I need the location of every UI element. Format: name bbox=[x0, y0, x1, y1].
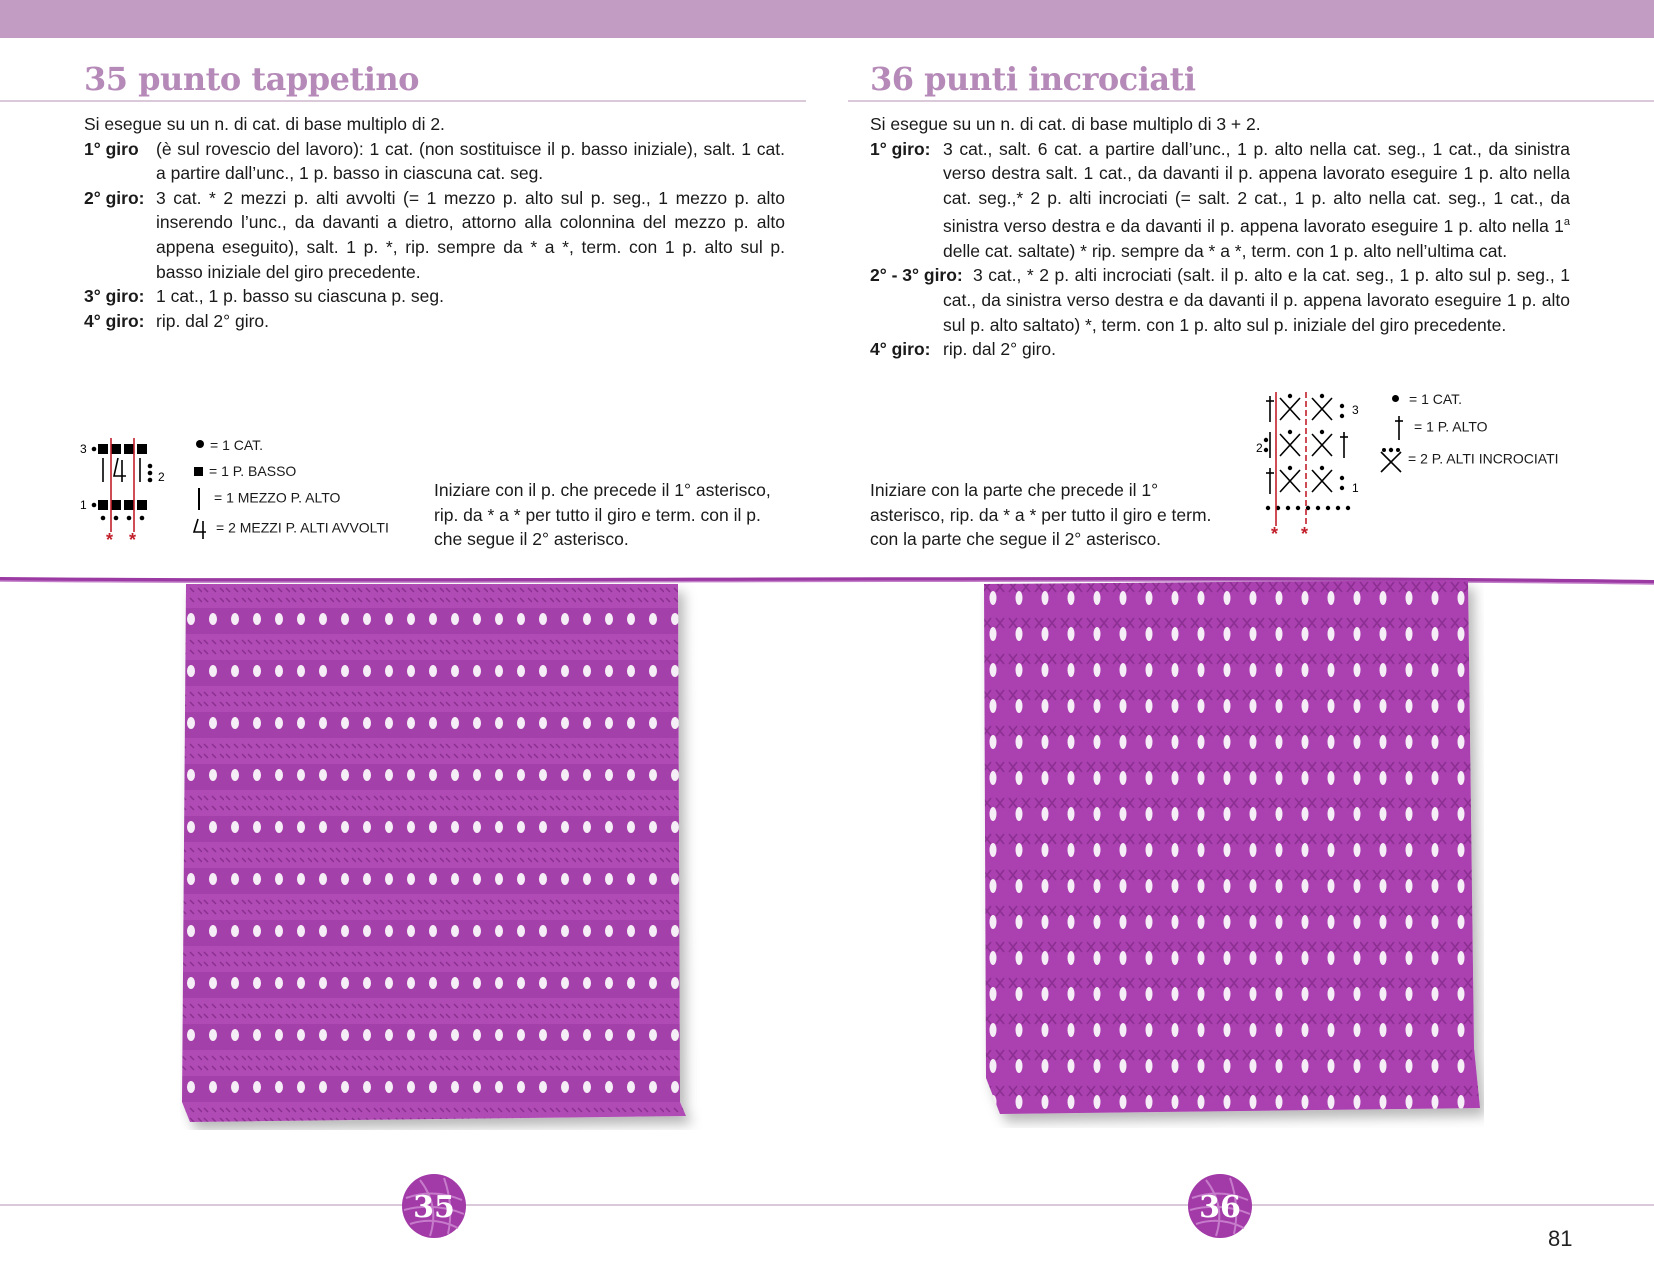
left-chart-row-label-1: 1 bbox=[80, 498, 87, 512]
right-intro: Si esegue su un n. di cat. di base multiplo di 3 + 2. bbox=[870, 114, 1261, 134]
legend-avvolti-text: = 2 MEZZI P. ALTI AVVOLTI bbox=[216, 519, 389, 536]
legend-right-incrociati-text: = 2 P. ALTI INCROCIATI bbox=[1408, 450, 1559, 467]
legend-basso bbox=[192, 464, 296, 478]
chain-dot-icon bbox=[1392, 395, 1399, 402]
legend-right-cat bbox=[1378, 392, 1462, 406]
legend-right-incrociati bbox=[1378, 446, 1559, 474]
left-row-3-label: 3° giro: bbox=[84, 286, 145, 307]
right-row-3-text: rip. dal 2° giro. bbox=[943, 339, 1057, 360]
left-legend bbox=[192, 438, 412, 548]
double-crochet-icon bbox=[1392, 414, 1406, 442]
left-row-4-text: rip. dal 2° giro. bbox=[156, 310, 270, 331]
right-row-1-text-a: 3 cat., salt. 6 cat. a partire dall’unc., 1 p. alto nella cat. seg., 1 cat., da sinistra verso destra salt. 1 cat., da davanti il p. appena lavorato eseguire 1 p. alto nella cat. seg.,* 2 p. alti incrociati (= salt. 2 cat., 1 p. alto nella cat. seg., 1 cat., da sinistra verso destra e da davanti il p. appena lavorato eseguire 1 p. alto nella 1 bbox=[943, 138, 1570, 237]
right-row-2-text: 3 cat., * 2 p. alti incrociati (salt. il p. alto e la cat. seg., 1 p. alto sul p. seg., 1 cat., da sinistra verso destra e da davanti il p. appena lavorato eseguire 1 p. alto sul p. alto saltato) *, term. con 1 p. alto sul p. iniziale del giro precedente. bbox=[943, 265, 1570, 335]
left-row-1-text: (è sul rovescio del lavoro): 1 cat. (non sostituisce il p. basso iniziale), salt. 1 cat. a partire dall’unc., 1 p. basso in ciascuna cat. seg. bbox=[156, 138, 785, 184]
bottom-rule bbox=[0, 1204, 1654, 1206]
legend-right-alto bbox=[1378, 414, 1488, 442]
crossed-stitch-icon bbox=[1378, 446, 1404, 474]
right-row-3-label: 4° giro: bbox=[870, 339, 931, 360]
right-row-2 bbox=[870, 263, 1570, 337]
right-row-1-sup: a bbox=[1563, 216, 1570, 229]
right-row-2-label: 2° - 3° giro: bbox=[870, 265, 963, 286]
yarn-ball-number-36: 36 bbox=[1199, 1190, 1241, 1225]
svg-text:*: * bbox=[1271, 524, 1279, 544]
left-note: Iniziare con il p. che precede il 1° asterisco, rip. da * a * per tutto il giro e term. con il p. che segue il 2° asterisco. bbox=[434, 480, 771, 550]
left-instructions bbox=[84, 112, 785, 333]
left-title-rule bbox=[0, 100, 806, 102]
wrapped-stitch-icon bbox=[192, 518, 210, 540]
left-row-3 bbox=[84, 284, 785, 309]
right-row-1-text-b: delle cat. saltate) * rip. sempre da * a *, term. con 1 p. alto nell’ultima cat. bbox=[943, 240, 1508, 261]
right-row-3 bbox=[870, 337, 1570, 362]
left-row-4 bbox=[84, 309, 785, 334]
right-row-1 bbox=[870, 137, 1570, 264]
left-chart-row-label-3: 3 bbox=[80, 442, 87, 456]
legend-right-alto-text: = 1 P. ALTO bbox=[1414, 418, 1488, 435]
right-chart-row-label-2: 2 bbox=[1256, 441, 1263, 455]
yarn-ball-number-35: 35 bbox=[413, 1190, 455, 1225]
right-chart-row-label-3: 3 bbox=[1352, 403, 1359, 417]
right-legend bbox=[1378, 392, 1628, 482]
right-swatch-photo bbox=[980, 578, 1484, 1128]
left-row-2 bbox=[84, 186, 785, 284]
left-row-1-label: 1° giro bbox=[84, 138, 139, 159]
left-row-1 bbox=[84, 137, 785, 186]
legend-avvolti bbox=[192, 518, 389, 540]
single-crochet-icon bbox=[194, 467, 203, 476]
svg-text:*: * bbox=[1301, 524, 1309, 544]
legend-right-cat-text: = 1 CAT. bbox=[1409, 391, 1463, 407]
left-chart-diagram bbox=[78, 436, 174, 548]
right-chart-diagram bbox=[1256, 392, 1364, 544]
chain-dot-icon bbox=[196, 440, 204, 448]
page-number: 81 bbox=[1548, 1226, 1573, 1251]
left-chart-row-label-2: 2 bbox=[158, 470, 165, 484]
legend-mezzo-text: = 1 MEZZO P. ALTO bbox=[214, 489, 341, 506]
right-title-rule bbox=[848, 100, 1654, 102]
svg-text:*: * bbox=[129, 530, 137, 548]
left-title: 35 punto tappetino bbox=[84, 60, 420, 98]
left-row-2-text: 3 cat. * 2 mezzi p. alti avvolti (= 1 mezzo p. alto sul p. seg., 1 mezzo p. alto inserendo l’unc., da davanti a dietro, attorno alla colonnina del mezzo p. alto appena eseguito), salt. 1 p. *, rip. sempre da * a *, term. con 1 p. alto sul p. basso iniziale del giro precedente. bbox=[156, 187, 785, 282]
left-row-2-label: 2° giro: bbox=[84, 187, 145, 208]
left-intro: Si esegue su un n. di cat. di base multiplo di 2. bbox=[84, 114, 445, 134]
left-row-4-label: 4° giro: bbox=[84, 310, 145, 331]
right-chart-row-label-1: 1 bbox=[1352, 481, 1359, 495]
legend-basso-text: = 1 P. BASSO bbox=[209, 463, 297, 479]
right-title: 36 punti incrociati bbox=[870, 60, 1196, 98]
left-swatch-photo bbox=[180, 582, 704, 1130]
header-bar bbox=[0, 0, 1654, 38]
right-instructions bbox=[870, 112, 1570, 362]
right-row-1-text bbox=[943, 137, 1570, 264]
right-row-1-label: 1° giro: bbox=[870, 138, 931, 159]
legend-cat-text: = 1 CAT. bbox=[210, 437, 264, 453]
svg-text:*: * bbox=[106, 530, 114, 548]
legend-cat bbox=[192, 438, 263, 452]
yarn-ball-35 bbox=[400, 1172, 468, 1240]
yarn-ball-36 bbox=[1186, 1172, 1254, 1240]
legend-mezzo bbox=[192, 488, 340, 510]
half-double-icon bbox=[198, 488, 200, 510]
left-row-3-text: 1 cat., 1 p. basso su ciascuna p. seg. bbox=[156, 286, 444, 307]
right-note: Iniziare con la parte che precede il 1° asterisco, rip. da * a * per tutto il giro e term. con la parte che segue il 2° asterisco. bbox=[870, 480, 1212, 550]
